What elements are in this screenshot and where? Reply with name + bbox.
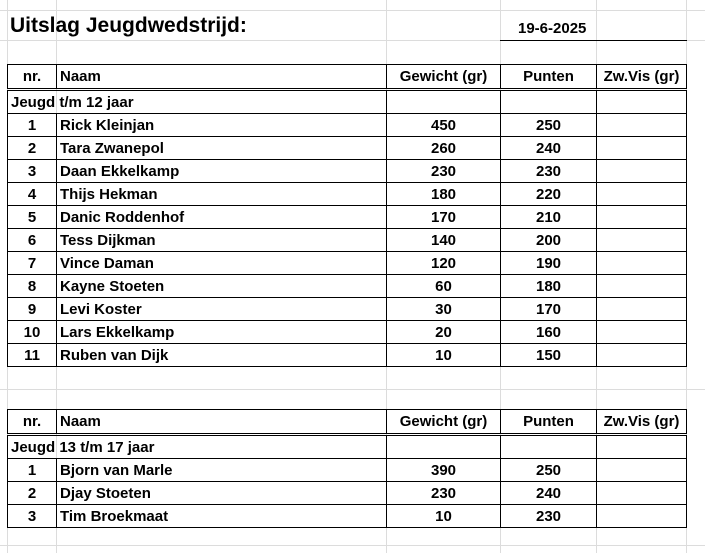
col-header-nr[interactable]: nr. [8, 410, 57, 435]
table-row [8, 344, 687, 367]
cell-zwvis[interactable] [597, 137, 687, 160]
cell-nr[interactable]: 5 [8, 206, 57, 229]
cell-weight[interactable]: 180 [387, 183, 501, 206]
cell-weight[interactable]: 230 [387, 160, 501, 183]
table-row [8, 206, 687, 229]
gridline [0, 545, 705, 546]
results-table-1 [7, 64, 687, 367]
header-row [8, 410, 687, 435]
table-row [8, 321, 687, 344]
cell-name[interactable]: Rick Kleinjan [57, 114, 387, 137]
cell-points[interactable]: 250 [501, 114, 597, 137]
col-header-points[interactable]: Punten [501, 65, 597, 90]
col-header-weight[interactable]: Gewicht (gr) [387, 65, 501, 90]
cell-weight[interactable]: 10 [387, 505, 501, 528]
cell-name[interactable]: Djay Stoeten [57, 482, 387, 505]
cell-name[interactable]: Tara Zwanepol [57, 137, 387, 160]
results-table-2 [7, 409, 687, 528]
cell-name[interactable]: Tess Dijkman [57, 229, 387, 252]
table-row [8, 114, 687, 137]
cell[interactable] [501, 435, 597, 459]
cell-points[interactable]: 160 [501, 321, 597, 344]
col-header-name[interactable]: Naam [57, 410, 387, 435]
cell[interactable] [597, 435, 687, 459]
cell-zwvis[interactable] [597, 275, 687, 298]
cell-zwvis[interactable] [597, 459, 687, 482]
cell-nr[interactable]: 6 [8, 229, 57, 252]
group-body [8, 459, 687, 528]
cell-points[interactable]: 240 [501, 137, 597, 160]
col-header-zwvis[interactable]: Zw.Vis (gr) [597, 65, 687, 90]
cell-weight[interactable]: 140 [387, 229, 501, 252]
cell-zwvis[interactable] [597, 252, 687, 275]
date-value[interactable]: 19-6-2025 [518, 20, 587, 37]
group-row [8, 435, 687, 459]
cell-points[interactable]: 210 [501, 206, 597, 229]
gridline [0, 389, 705, 390]
header-row [8, 65, 687, 90]
cell-name[interactable]: Kayne Stoeten [57, 275, 387, 298]
group-body [8, 114, 687, 367]
cell[interactable] [387, 435, 501, 459]
cell-nr[interactable]: 7 [8, 252, 57, 275]
cell-zwvis[interactable] [597, 206, 687, 229]
cell-zwvis[interactable] [597, 114, 687, 137]
table-row [8, 298, 687, 321]
cell-points[interactable]: 190 [501, 252, 597, 275]
table-row [8, 137, 687, 160]
table-row [8, 505, 687, 528]
table-row [8, 183, 687, 206]
cell-weight[interactable]: 450 [387, 114, 501, 137]
cell-zwvis[interactable] [597, 505, 687, 528]
table-row [8, 275, 687, 298]
cell-weight[interactable]: 230 [387, 482, 501, 505]
table-row [8, 229, 687, 252]
cell-weight[interactable]: 30 [387, 298, 501, 321]
cell-zwvis[interactable] [597, 229, 687, 252]
cell-zwvis[interactable] [597, 183, 687, 206]
cell-points[interactable]: 180 [501, 275, 597, 298]
cell-zwvis[interactable] [597, 482, 687, 505]
cell-nr[interactable]: 2 [8, 137, 57, 160]
cell-weight[interactable]: 120 [387, 252, 501, 275]
cell-zwvis[interactable] [597, 344, 687, 367]
cell-nr[interactable]: 1 [8, 114, 57, 137]
cell-nr[interactable]: 3 [8, 505, 57, 528]
cell-name[interactable]: Thijs Hekman [57, 183, 387, 206]
cell-nr[interactable]: 3 [8, 160, 57, 183]
group-label[interactable]: Jeugd 13 t/m 17 jaar [8, 435, 387, 459]
group-label[interactable]: Jeugd t/m 12 jaar [8, 90, 387, 114]
cell-name[interactable]: Levi Koster [57, 298, 387, 321]
cell-points[interactable]: 230 [501, 160, 597, 183]
cell-nr[interactable]: 8 [8, 275, 57, 298]
cell-points[interactable]: 170 [501, 298, 597, 321]
cell-name[interactable]: Vince Daman [57, 252, 387, 275]
cell-nr[interactable]: 4 [8, 183, 57, 206]
cell-points[interactable]: 150 [501, 344, 597, 367]
cell-zwvis[interactable] [597, 298, 687, 321]
date-underline [500, 40, 687, 41]
cell-weight[interactable]: 260 [387, 137, 501, 160]
cell-nr[interactable]: 10 [8, 321, 57, 344]
gridline [0, 10, 705, 11]
cell-points[interactable]: 240 [501, 482, 597, 505]
cell[interactable] [501, 90, 597, 114]
table-row [8, 252, 687, 275]
cell-weight[interactable]: 10 [387, 344, 501, 367]
cell-name[interactable]: Tim Broekmaat [57, 505, 387, 528]
cell-nr[interactable]: 2 [8, 482, 57, 505]
cell-name[interactable]: Daan Ekkelkamp [57, 160, 387, 183]
cell-zwvis[interactable] [597, 321, 687, 344]
cell-points[interactable]: 200 [501, 229, 597, 252]
table-row [8, 482, 687, 505]
cell-weight[interactable]: 170 [387, 206, 501, 229]
cell-name[interactable]: Lars Ekkelkamp [57, 321, 387, 344]
cell-nr[interactable]: 11 [8, 344, 57, 367]
cell-zwvis[interactable] [597, 160, 687, 183]
cell-name[interactable]: Bjorn van Marle [57, 459, 387, 482]
cell-name[interactable]: Ruben van Dijk [57, 344, 387, 367]
table-row [8, 160, 687, 183]
cell-weight[interactable]: 390 [387, 459, 501, 482]
page-title: Uitslag Jeugdwedstrijd: [10, 14, 247, 37]
cell[interactable] [597, 90, 687, 114]
col-header-name[interactable]: Naam [57, 65, 387, 90]
cell-points[interactable]: 250 [501, 459, 597, 482]
col-header-zwvis[interactable]: Zw.Vis (gr) [597, 410, 687, 435]
group-row [8, 90, 687, 114]
cell-nr[interactable]: 1 [8, 459, 57, 482]
table-row [8, 459, 687, 482]
cell-points[interactable]: 220 [501, 183, 597, 206]
col-header-nr[interactable]: nr. [8, 65, 57, 90]
col-header-weight[interactable]: Gewicht (gr) [387, 410, 501, 435]
cell-weight[interactable]: 60 [387, 275, 501, 298]
col-header-points[interactable]: Punten [501, 410, 597, 435]
cell-name[interactable]: Danic Roddenhof [57, 206, 387, 229]
cell-weight[interactable]: 20 [387, 321, 501, 344]
cell-points[interactable]: 230 [501, 505, 597, 528]
cell-nr[interactable]: 9 [8, 298, 57, 321]
cell[interactable] [387, 90, 501, 114]
